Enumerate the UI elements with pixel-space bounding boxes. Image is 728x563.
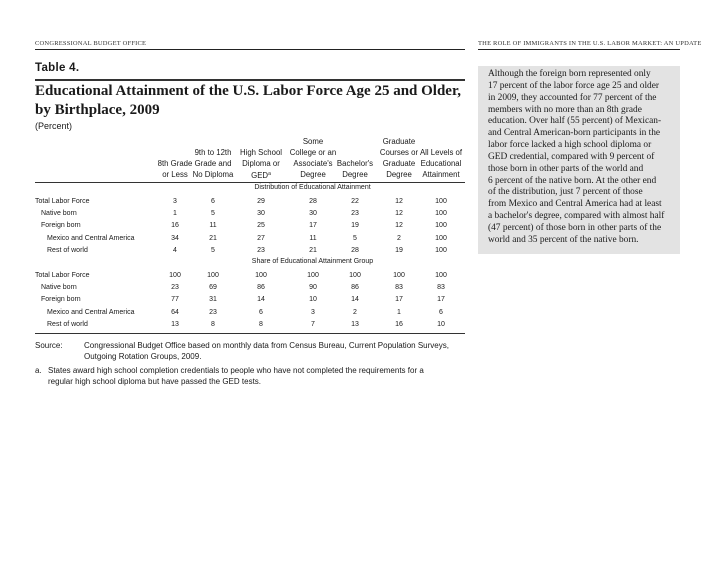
sidebar-line: 17 percent of the labor force age 25 and older [488, 80, 660, 91]
table-row [35, 309, 465, 321]
table-row [35, 296, 465, 308]
table-cell: 23 [209, 308, 217, 316]
column-header-4-line-3: Associate's [293, 159, 333, 168]
table-cell: 83 [437, 284, 445, 292]
table-cell: 11 [309, 234, 317, 242]
table-cell: 100 [255, 272, 267, 279]
table-cell: 1 [397, 308, 401, 316]
table-cell: 86 [257, 284, 265, 292]
table-cell: 100 [207, 272, 219, 279]
footnote-ref-a: a [268, 171, 271, 177]
table-row [35, 235, 465, 247]
row-label: Foreign born [41, 296, 81, 304]
row-label: Total Labor Force [35, 272, 90, 279]
table-cell: 5 [211, 246, 215, 254]
sidebar-line: labor force lacked a high school diploma or [488, 140, 652, 151]
sidebar-line: in 2009, they accounted for 77 percent of the [488, 92, 657, 103]
table-cell: 12 [395, 222, 403, 230]
table-cell: 86 [351, 284, 359, 292]
table-cell: 64 [171, 308, 179, 316]
table-cell: 21 [309, 246, 317, 254]
section-title: Distribution of Educational Attainment [254, 184, 371, 191]
sidebar-line: Although the foreign born represented only [488, 69, 651, 79]
sidebar-line: members with no more than an 8th grade [488, 104, 642, 115]
table-cell: 16 [171, 222, 179, 230]
footnote-marker: a. [35, 366, 42, 375]
table-cell: 14 [257, 296, 265, 304]
footnote-text-line2: regular high school diploma but have passed the GED tests. [48, 377, 262, 386]
row-label: Native born [41, 210, 77, 218]
sidebar-line: of the distribution, just 7 percent of those [488, 187, 643, 198]
table-cell: 22 [351, 198, 359, 205]
table-cell: 100 [435, 272, 447, 279]
table-cell: 3 [173, 198, 177, 205]
table-cell: 23 [257, 246, 265, 254]
table-cell: 100 [349, 272, 361, 279]
source-text: Congressional Budget Office based on monthly data from Census Bureau, Current Population Surveys, Outgoing Rotation Groups, 2009. [84, 341, 449, 361]
table-row [35, 210, 465, 222]
table-row [35, 222, 465, 234]
table-cell: 12 [395, 198, 403, 205]
table-cell: 8 [211, 320, 215, 328]
column-header-4-line-2: College or an [289, 148, 337, 157]
row-label: Foreign born [41, 222, 81, 230]
table-cell: 90 [309, 284, 317, 292]
table-cell: 29 [257, 198, 265, 205]
column-header-3-line-3: Diploma or [242, 159, 280, 168]
table-cell: 2 [397, 234, 401, 242]
running-head-right: THE ROLE OF IMMIGRANTS IN THE U.S. LABOR MARKET: AN UPDATE [478, 40, 702, 47]
row-label: Mexico and Central America [47, 308, 135, 316]
table-cell: 6 [211, 198, 215, 205]
table-label: Table 4. [35, 62, 80, 74]
table-cell: 27 [257, 234, 265, 242]
table-cell: 30 [257, 210, 265, 218]
table-cell: 100 [435, 234, 447, 242]
column-header-2-line-3: Grade and [194, 159, 232, 168]
column-header-7-line-2: All Levels of [419, 148, 463, 157]
table-cell: 1 [173, 210, 177, 218]
table-cell: 83 [395, 284, 403, 292]
header-rule-left [35, 49, 465, 50]
table-cell: 100 [435, 210, 447, 218]
column-header-5-line-4: Degree [342, 170, 368, 179]
table-cell: 17 [395, 296, 403, 304]
table-row [35, 198, 465, 210]
row-label: Total Labor Force [35, 198, 90, 205]
sidebar-line: 6 percent of the native born. At the other end [488, 175, 657, 186]
table-cell: 23 [351, 210, 359, 218]
table-cell: 13 [351, 320, 359, 328]
row-label: Rest of world [47, 320, 88, 328]
running-head-left: CONGRESSIONAL BUDGET OFFICE [35, 40, 147, 47]
table-cell: 13 [171, 320, 179, 328]
table-cell: 5 [353, 234, 357, 242]
sidebar-line: world and 35 percent of the native born. [488, 234, 639, 245]
row-label: Native born [41, 284, 77, 292]
sidebar-text [488, 69, 678, 247]
table-cell: 6 [259, 308, 263, 316]
table-cell: 5 [211, 210, 215, 218]
table-cell: 31 [209, 296, 217, 304]
table-cell: 77 [171, 296, 179, 304]
table-row [35, 284, 465, 296]
table-unit: (Percent) [35, 121, 73, 131]
table-row [35, 247, 465, 259]
table-cell: 12 [395, 210, 403, 218]
table-bottom-rule [35, 333, 465, 334]
table-cell: 7 [311, 320, 315, 328]
column-header-7-line-3: Educational [420, 159, 462, 168]
table-cell: 21 [209, 234, 217, 242]
header-rule-right [478, 49, 680, 50]
table-cell: 28 [309, 198, 317, 205]
table-cell: 100 [307, 272, 319, 279]
table-cell: 10 [309, 296, 317, 304]
sidebar-line: those born in other parts of the world and [488, 163, 644, 174]
sidebar-line: from Mexico and Central America had at least [488, 199, 662, 210]
table-row [35, 272, 465, 284]
column-header-5-line-3: Bachelor's [336, 159, 374, 168]
sidebar-line: (47 percent) of those born in other parts of the [488, 222, 662, 233]
column-header-2-line-2: 9th to 12th [194, 148, 232, 157]
column-header-6-line-3: Graduate [382, 159, 416, 168]
table-cell: 10 [437, 320, 445, 328]
table-cell: 23 [171, 284, 179, 292]
column-header-1-line-4: or Less [162, 170, 188, 179]
table-cell: 34 [171, 234, 179, 242]
table-cell: 100 [393, 272, 405, 279]
table-cell: 14 [351, 296, 359, 304]
column-header-4-line-4: Degree [300, 170, 326, 179]
table-cell: 8 [259, 320, 263, 328]
table-cell: 19 [395, 246, 403, 254]
table-cell: 19 [351, 222, 359, 230]
table-cell: 100 [435, 222, 447, 230]
table-cell: 6 [439, 308, 443, 316]
table-cell: 100 [435, 198, 447, 205]
column-header-2-line-4: No Diploma [192, 170, 234, 179]
row-label: Rest of world [47, 246, 88, 254]
row-label: Mexico and Central America [47, 234, 135, 242]
column-header-6-line-2: Courses or [379, 148, 419, 157]
sidebar-line: education. Over half (55 percent) of Mexican- [488, 116, 662, 127]
sidebar-line: a bachelor's degree, compared with almost half [488, 211, 665, 222]
header-bottom-rule [35, 182, 465, 183]
table-cell: 17 [309, 222, 317, 230]
column-header-3-line-2: High School [239, 148, 283, 157]
table-top-rule [35, 79, 465, 81]
column-header-7-line-4: Attainment [422, 170, 460, 179]
table-cell: 100 [169, 272, 181, 279]
section-title: Share of Educational Attainment Group [251, 258, 374, 265]
table-title: Educational Attainment of the U.S. Labor Force Age 25 and Older, by Birthplace, 2009 [35, 83, 461, 118]
column-header-1-line-3: 8th Grade [157, 159, 193, 168]
sidebar-line: GED credential, compared with 9 percent of [488, 151, 655, 162]
table-cell: 100 [435, 246, 447, 254]
column-header-3-line-4: GED$^a$ [251, 171, 271, 180]
table-cell: 16 [395, 320, 403, 328]
table-cell: 17 [437, 296, 445, 304]
table-cell: 4 [173, 246, 177, 254]
column-header-4-line-1: Some [302, 137, 324, 146]
table-cell: 25 [257, 222, 265, 230]
table-row [35, 321, 465, 333]
table-cell: 3 [311, 308, 315, 316]
column-header-6-line-1: Graduate [382, 137, 416, 146]
table-cell: 28 [351, 246, 359, 254]
source-label: Source: [35, 341, 63, 350]
column-header-6-line-4: Degree [386, 170, 412, 179]
table-cell: 2 [353, 308, 357, 316]
table-cell: 69 [209, 284, 217, 292]
table-cell: 30 [309, 210, 317, 218]
table-cell: 11 [209, 222, 217, 230]
sidebar-line: and Central American-born participants in the [488, 128, 661, 139]
footnote-text-line1: States award high school completion credentials to people who have not completed the requirements for a [48, 366, 424, 375]
